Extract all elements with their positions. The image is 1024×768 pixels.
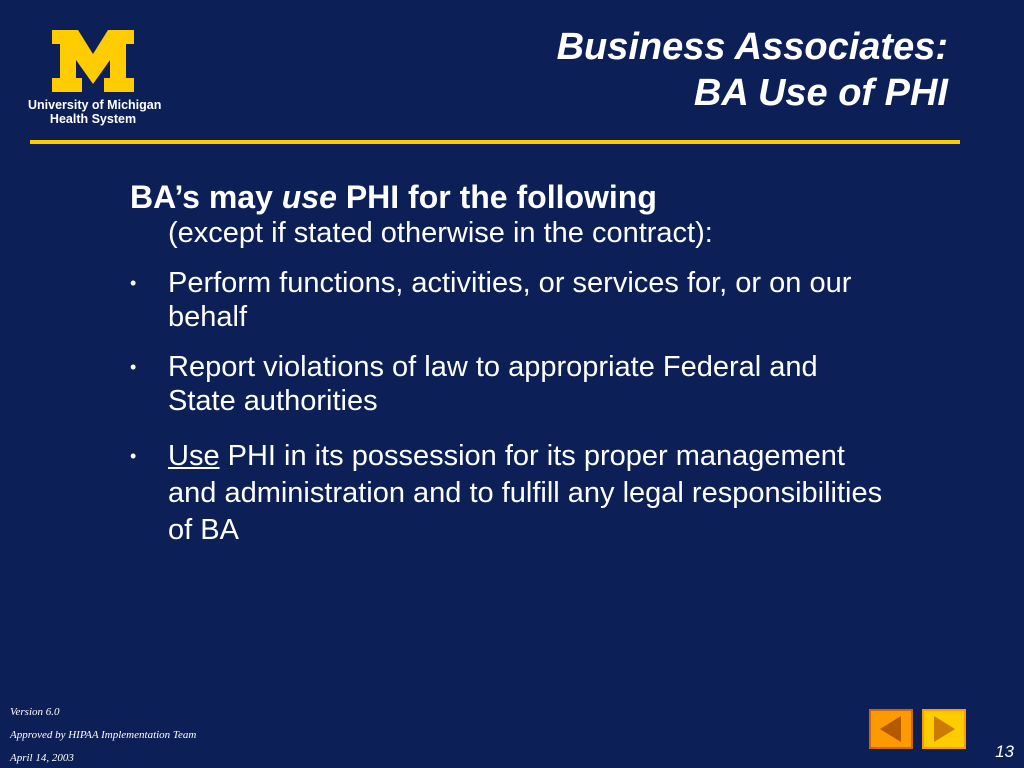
bullet-text: PHI in its possession for its proper management and administration and to fulfill any legal responsibilities of BA — [168, 440, 883, 546]
bullet-dot-icon: • — [130, 446, 137, 466]
bullet-text: Report violations of law to appropriate Federal and State authorities — [168, 351, 818, 417]
lead-text-start: BA’s may — [130, 179, 282, 215]
um-health-system-logo — [28, 28, 162, 128]
bullet-dot-icon: • — [130, 273, 137, 293]
lead-emphasis: use — [281, 179, 337, 215]
slide-body — [130, 178, 890, 549]
footer-version: Version 6.0 — [10, 706, 60, 718]
previous-slide-button[interactable] — [869, 709, 913, 749]
bullet-list — [130, 266, 890, 549]
bullet-item — [130, 266, 890, 334]
title-divider — [30, 140, 960, 144]
bullet-dot-icon: • — [130, 357, 137, 377]
bullet-item — [130, 438, 890, 549]
right-arrow-icon — [924, 711, 964, 747]
block-m-logo-icon — [50, 28, 136, 94]
bullet-underlined-word: Use — [168, 440, 220, 472]
page-number: 13 — [995, 742, 1014, 761]
next-slide-button[interactable] — [922, 709, 966, 749]
footer-approval: Approved by HIPAA Implementation Team — [10, 729, 197, 741]
bullet-text: Perform functions, activities, or services for, or on our behalf — [168, 267, 852, 333]
title-line-2: BA Use of PHI — [693, 72, 948, 114]
logo-university-text: University of Michigan — [28, 98, 162, 112]
logo-health-system-text: Health System — [49, 112, 137, 126]
lead-subheading: (except if stated otherwise in the contract): — [168, 217, 713, 249]
title-line-1: Business Associates: — [556, 26, 948, 68]
lead-heading — [130, 178, 890, 216]
lead-text-end: PHI for the following — [336, 179, 657, 215]
slide-title — [557, 24, 948, 116]
bullet-item — [130, 350, 890, 418]
left-arrow-icon — [871, 711, 911, 747]
footer-date: April 14, 2003 — [10, 752, 74, 764]
